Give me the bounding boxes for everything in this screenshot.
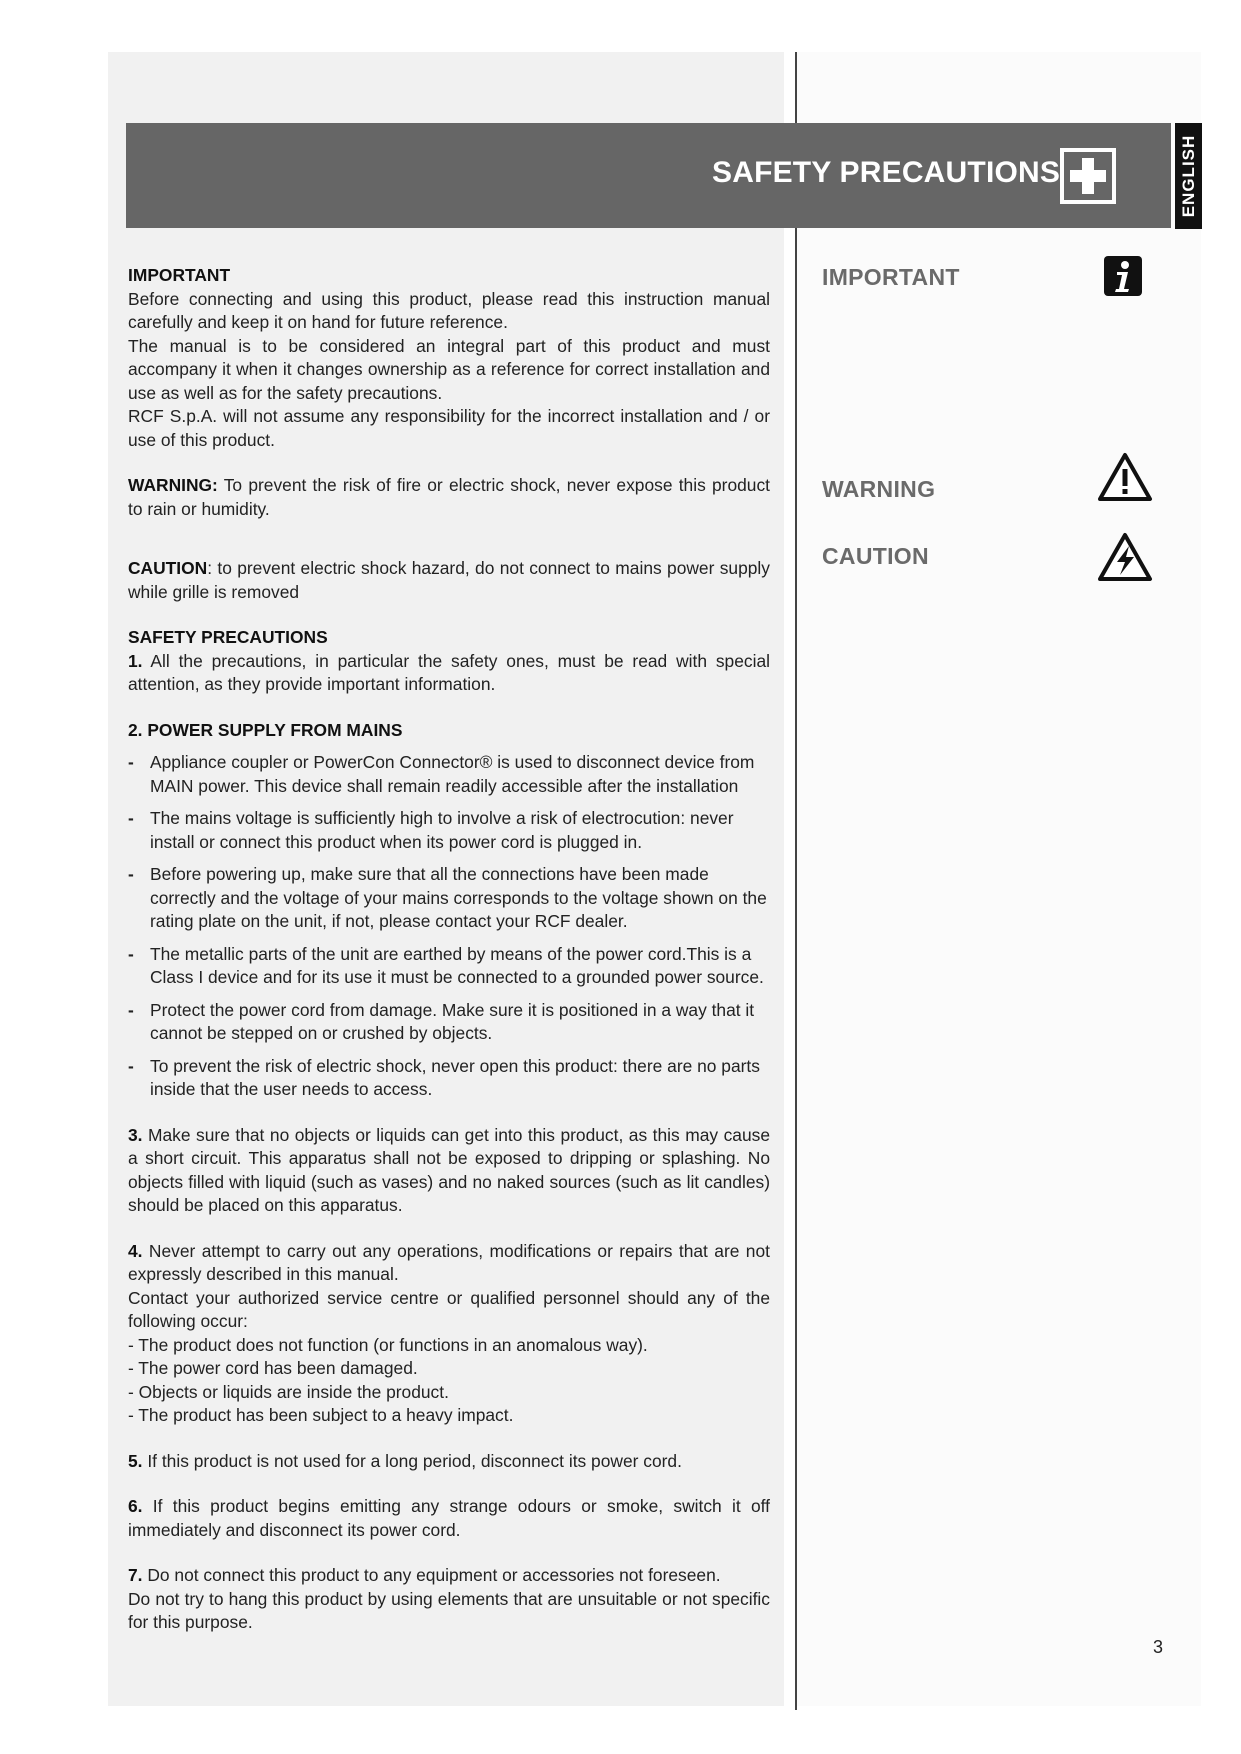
sidebar-warning-label: WARNING	[822, 476, 936, 502]
page-number: 3	[1153, 1637, 1164, 1657]
power-bullet	[128, 1055, 770, 1102]
important-paragraph-1: Before connecting and using this product, please read this instruction manual carefully and keep it on hand for future reference.	[128, 288, 770, 332]
warning-label: WARNING:	[128, 475, 218, 495]
caution-text: : to prevent electric shock hazard, do not connect to mains power supply while grille is removed	[128, 558, 770, 602]
warning-paragraph	[128, 474, 770, 521]
item-5-text: If this product is not used for a long period, disconnect its power cord.	[142, 1450, 682, 1471]
item-7-paragraph-2: Do not try to hang this product by using elements that are unsuitable or not specific for this purpose.	[128, 1588, 770, 1632]
sidebar-caution-label: CAUTION	[822, 543, 929, 569]
important-paragraph-3: RCF S.p.A. will not assume any responsibility for the incorrect installation and / or use of this product.	[128, 406, 770, 450]
item-7-number: 7.	[128, 1565, 143, 1585]
item-3-text: Make sure that no objects or liquids can get into this product, as this may cause a short circuit. This apparatus shall not be exposed to dripping or splashing. No objects filled with liquid (such as vases) and no naked sources (such as lit candles) should be placed on this apparatus.	[128, 1124, 770, 1215]
item-3	[128, 1124, 770, 1218]
bullet-text: The mains voltage is sufficiently high to involve a risk of electrocution: never install or connect this product when its power cord is plugged in.	[150, 808, 734, 852]
language-tab-label: ENGLISH	[1179, 134, 1198, 218]
item-6-text: If this product begins emitting any strange odours or smoke, switch it off immediately and disconnect its power cord.	[128, 1496, 770, 1540]
item-4-paragraph-2: Contact your authorized service centre or qualified personnel should any of the following occur:	[128, 1287, 770, 1331]
item-5-number: 5.	[128, 1450, 143, 1471]
info-icon	[1103, 255, 1143, 297]
bullet-dash: -	[128, 864, 134, 884]
item-1-text: All the precautions, in particular the safety ones, must be read with special attention, as they provide important information.	[128, 650, 770, 694]
safety-heading: SAFETY PRECAUTIONS	[128, 627, 328, 647]
item-4-text: Never attempt to carry out any operations, modifications or repairs that are not expressly described in this manual.	[128, 1240, 770, 1284]
power-bullet	[128, 751, 770, 798]
power-bullet	[128, 943, 770, 990]
right-column-background	[797, 52, 1201, 1706]
bullet-dash: -	[128, 943, 134, 964]
item-4-list-item: - The product does not function (or functions in an anomalous way).	[128, 1334, 648, 1355]
sidebar-important-label: IMPORTANT	[822, 264, 960, 290]
item-4	[128, 1240, 770, 1287]
important-heading: IMPORTANT	[128, 265, 231, 285]
power-bullet	[128, 863, 770, 934]
item-6-number: 6.	[128, 1496, 143, 1516]
lightning-triangle-icon	[1097, 532, 1153, 582]
bullet-text: Appliance coupler or PowerCon Connector® is used to disconnect device from MAIN power. This device shall remain readily accessible after the installation	[150, 752, 755, 796]
caution-paragraph	[128, 557, 770, 604]
bullet-dash: -	[128, 808, 134, 828]
bullet-text: To prevent the risk of electric shock, never open this product: there are no parts inside that the user needs to access.	[150, 1055, 760, 1099]
main-content	[128, 264, 770, 1635]
bullet-text: Protect the power cord from damage. Make sure it is positioned in a way that it cannot be stepped on or crushed by objects.	[150, 999, 755, 1043]
item-4-list-item: - The product has been subject to a heavy impact.	[128, 1405, 514, 1425]
bullet-dash: -	[128, 752, 134, 772]
item-3-number: 3.	[128, 1124, 143, 1145]
column-divider	[795, 52, 797, 1710]
power-supply-heading: 2. POWER SUPPLY FROM MAINS	[128, 719, 403, 740]
item-4-list-item: - The power cord has been damaged.	[128, 1358, 418, 1378]
bullet-dash: -	[128, 999, 134, 1020]
item-6	[128, 1495, 770, 1542]
first-aid-cross-icon	[1060, 148, 1116, 204]
caution-label: CAUTION	[128, 558, 208, 578]
bullet-text: The metallic parts of the unit are earthed by means of the power cord.This is a Class I device and for its use it must be connected to a grounded power source.	[150, 943, 764, 987]
item-5	[128, 1450, 770, 1474]
item-1	[128, 650, 770, 697]
item-1-number: 1.	[128, 650, 143, 671]
item-4-number: 4.	[128, 1240, 143, 1261]
item-7	[128, 1564, 770, 1588]
item-4-list-item: - Objects or liquids are inside the product.	[128, 1381, 449, 1402]
important-paragraph-2: The manual is to be considered an integral part of this product and must accompany it when it changes ownership as a reference for correct installation and use as well as for the safety precautions.	[128, 335, 770, 403]
power-bullet	[128, 999, 770, 1046]
warning-text: To prevent the risk of fire or electric shock, never expose this product to rain or humidity.	[128, 475, 770, 519]
power-bullet	[128, 807, 770, 854]
page-title: SAFETY PRECAUTIONS	[712, 156, 1061, 189]
bullet-dash: -	[128, 1055, 134, 1076]
exclamation-triangle-icon	[1097, 452, 1153, 502]
item-7-text: Do not connect this product to any equipment or accessories not foreseen.	[142, 1565, 721, 1585]
bullet-text: Before powering up, make sure that all the connections have been made correctly and the voltage of your mains corresponds to the voltage shown on the rating plate on the unit, if not, please contact your RCF dealer.	[150, 864, 767, 931]
